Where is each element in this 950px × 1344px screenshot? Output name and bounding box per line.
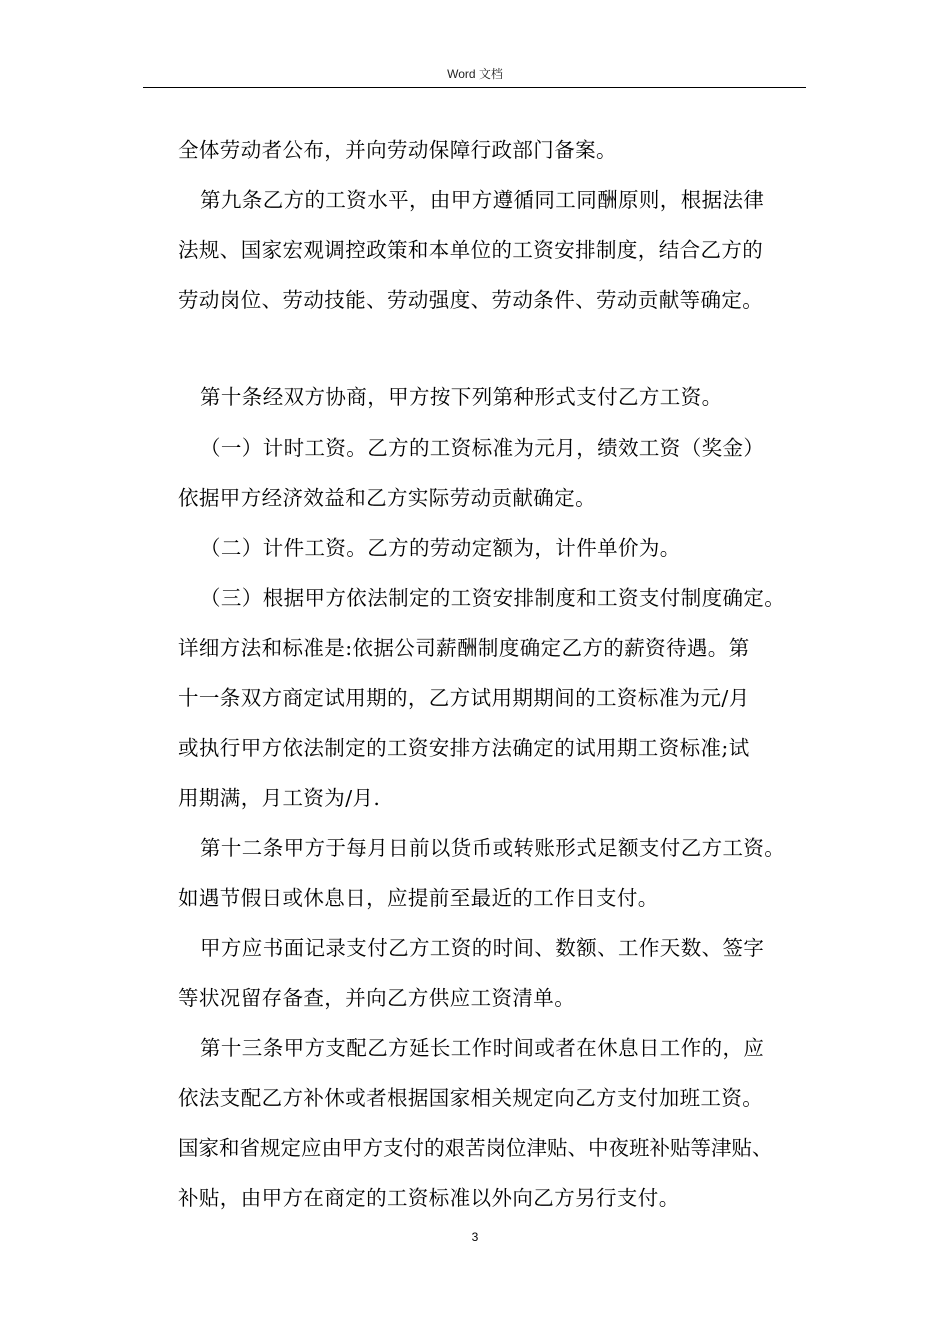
body-line: 甲方应书面记录支付乙方工资的时间、数额、工作天数、签字 bbox=[200, 936, 765, 960]
body-line: 劳动岗位、劳动技能、劳动强度、劳动条件、劳动贡献等确定。 bbox=[178, 288, 764, 312]
body-line: 依法支配乙方补休或者根据国家相关规定向乙方支付加班工资。 bbox=[178, 1086, 764, 1110]
body-line: 详细方法和标准是:依据公司薪酬制度确定乙方的薪资待遇。第 bbox=[178, 636, 750, 660]
body-line: （三）根据甲方依法制定的工资安排制度和工资支付制度确定。 bbox=[200, 586, 786, 610]
body-line: 第十二条甲方于每月日前以货币或转账形式足额支付乙方工资。 bbox=[200, 836, 786, 860]
body-line: 法规、国家宏观调控政策和本单位的工资安排制度，结合乙方的 bbox=[178, 238, 764, 262]
body-line: 第十三条甲方支配乙方延长工作时间或者在休息日工作的，应 bbox=[200, 1036, 765, 1060]
header-divider bbox=[143, 87, 806, 88]
body-line: 等状况留存备查，并向乙方供应工资清单。 bbox=[178, 986, 576, 1010]
body-line: （一）计时工资。乙方的工资标准为元月，绩效工资（奖金） bbox=[200, 436, 765, 460]
body-line: 用期满，月工资为/月. bbox=[178, 786, 381, 810]
body-line: 或执行甲方依法制定的工资安排方法确定的试用期工资标准;试 bbox=[178, 736, 750, 760]
body-line: 第十条经双方协商，甲方按下列第种形式支付乙方工资。 bbox=[200, 385, 723, 409]
page-number: 3 bbox=[471, 1230, 479, 1244]
body-line: （二）计件工资。乙方的劳动定额为，计件单价为。 bbox=[200, 536, 681, 560]
document-header-title: Word 文档 bbox=[447, 67, 503, 81]
body-line: 如遇节假日或休息日，应提前至最近的工作日支付。 bbox=[178, 886, 659, 910]
body-line: 全体劳动者公布，并向劳动保障行政部门备案。 bbox=[178, 138, 617, 162]
body-line: 国家和省规定应由甲方支付的艰苦岗位津贴、中夜班补贴等津贴、 bbox=[178, 1136, 773, 1160]
body-line: 补贴，由甲方在商定的工资标准以外向乙方另行支付。 bbox=[178, 1186, 680, 1210]
body-line: 十一条双方商定试用期的，乙方试用期期间的工资标准为元/月 bbox=[178, 686, 750, 710]
body-line: 第九条乙方的工资水平，由甲方遵循同工同酬原则，根据法律 bbox=[200, 188, 765, 212]
body-line: 依据甲方经济效益和乙方实际劳动贡献确定。 bbox=[178, 486, 596, 510]
